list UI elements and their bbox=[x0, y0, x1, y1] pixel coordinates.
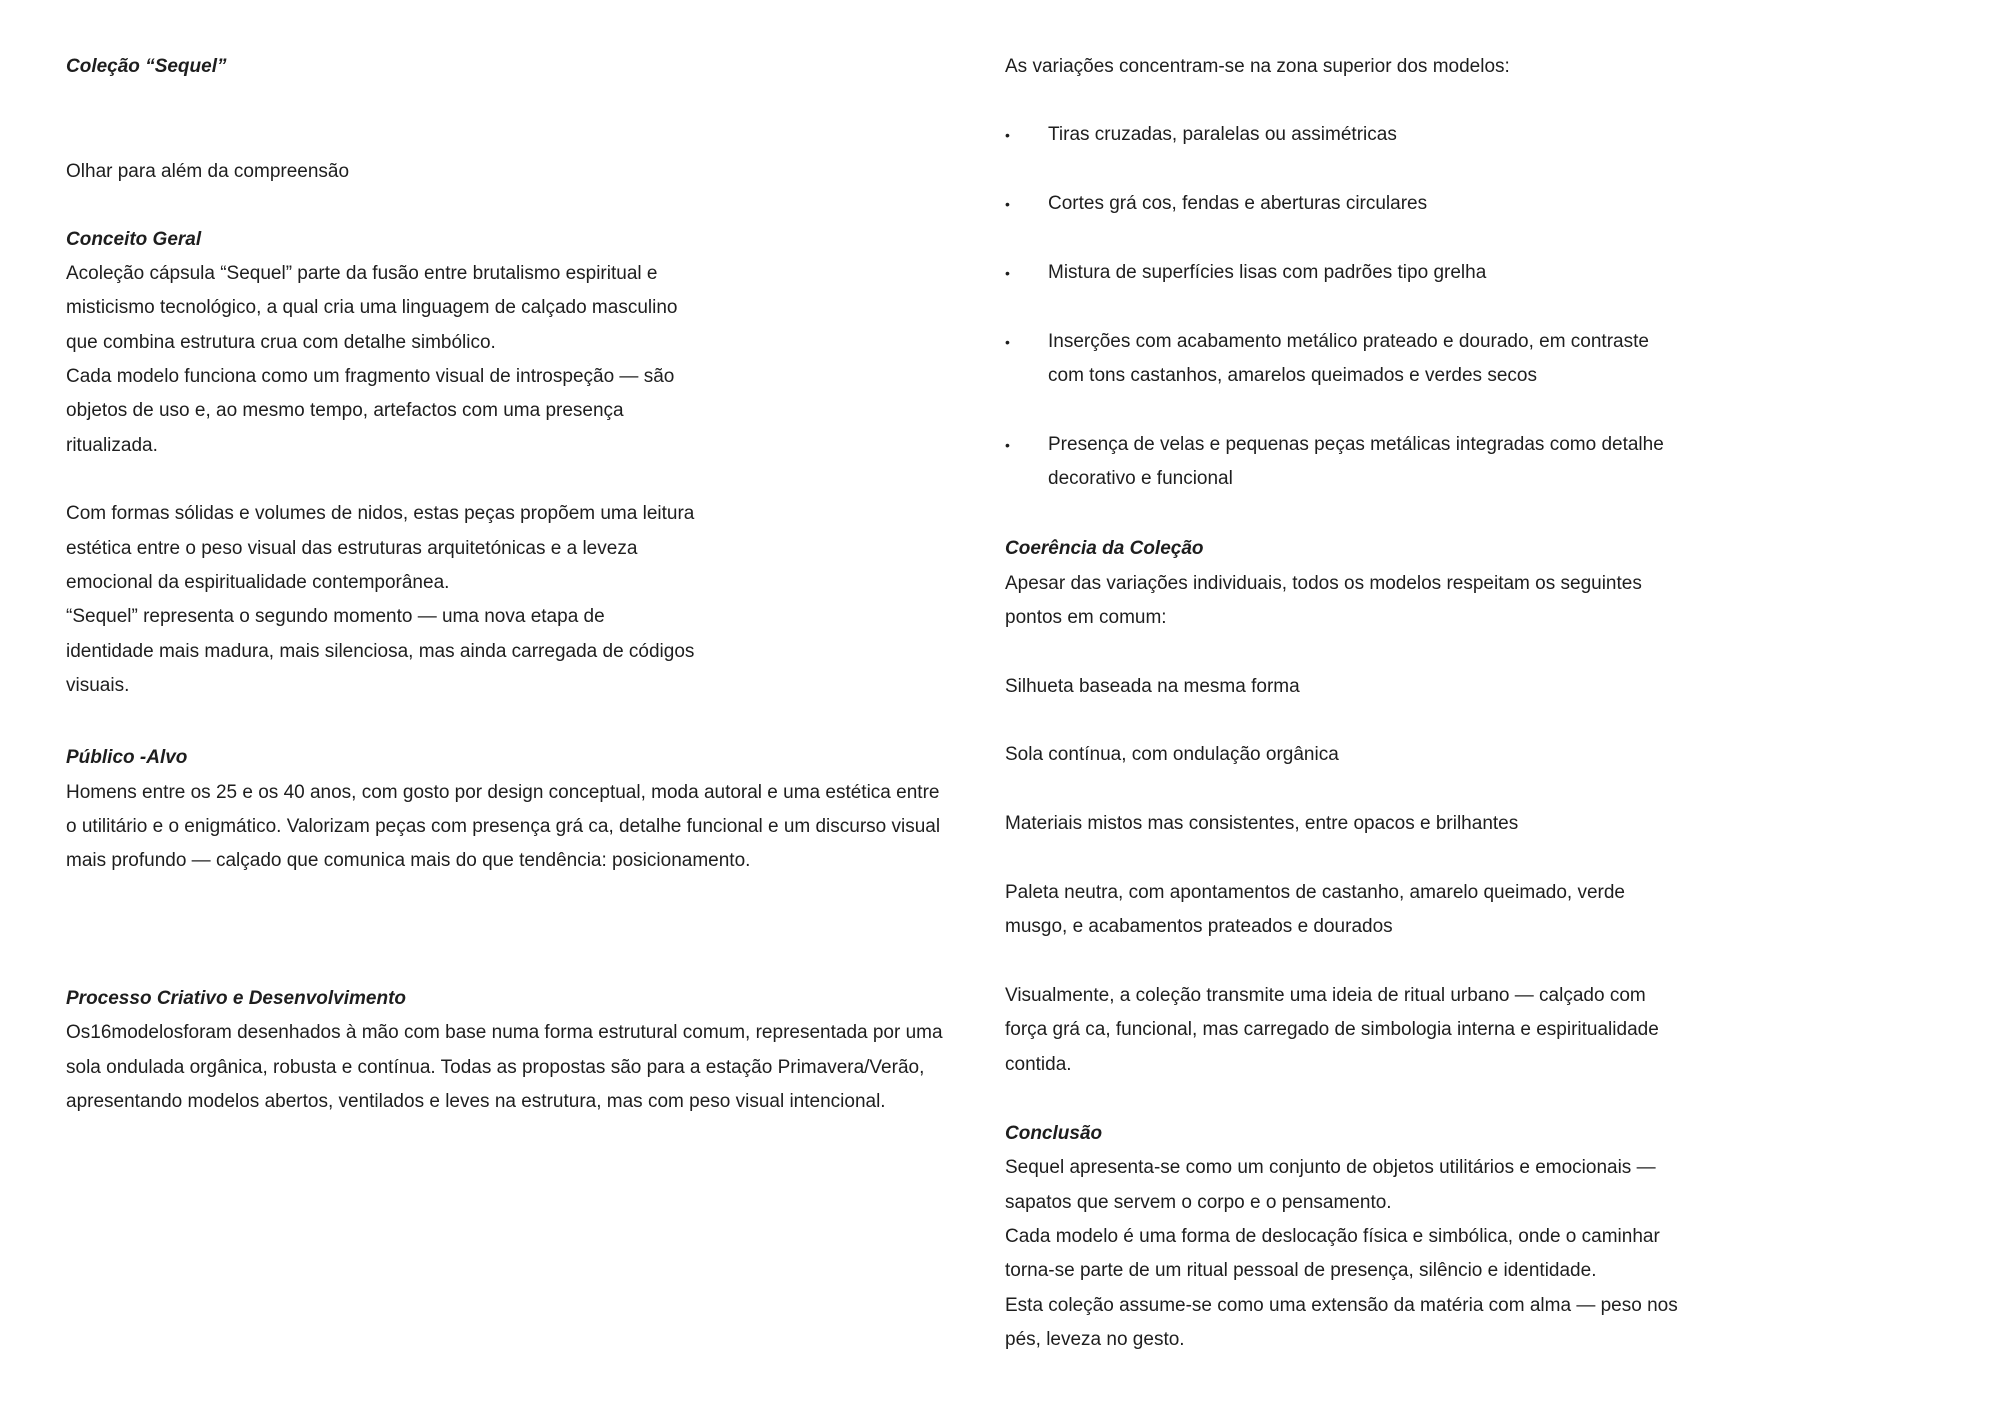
concept-line: Com formas sólidas e volumes de nidos, estas peças propõem uma leitura bbox=[66, 503, 695, 524]
coherence-point: Silhueta baseada na mesma forma bbox=[1005, 676, 1300, 697]
conclusion-line: Sequel apresenta-se como um conjunto de objetos utilitários e emocionais — bbox=[1005, 1157, 1656, 1178]
audience-heading: Público -Alvo bbox=[66, 747, 188, 768]
bullet-text: Tiras cruzadas, paralelas ou assimétricas bbox=[1048, 124, 1397, 145]
process-line: Os16modelosforam desenhados à mão com base numa forma estrutural comum, representada por uma bbox=[66, 1022, 943, 1043]
process-line: sola ondulada orgânica, robusta e contínua. Todas as propostas são para a estação Primavera/Verão, bbox=[66, 1057, 925, 1078]
bullet-icon: • bbox=[1005, 437, 1010, 453]
bullet-item bbox=[1005, 325, 1705, 393]
concept-line: objetos de uso e, ao mesmo tempo, artefactos com uma presença bbox=[66, 400, 624, 421]
bullet-item bbox=[1005, 428, 1705, 496]
conclusion-line: Esta coleção assume-se como uma extensão da matéria com alma — peso nos bbox=[1005, 1295, 1678, 1316]
process-heading: Processo Criativo e Desenvolvimento bbox=[66, 988, 407, 1009]
subtitle: Olhar para além da compreensão bbox=[66, 161, 350, 182]
concept-heading: Conceito Geral bbox=[66, 229, 202, 250]
coherence-intro: Apesar das variações individuais, todos os modelos respeitam os seguintes bbox=[1005, 573, 1642, 594]
concept-line: misticismo tecnológico, a qual cria uma linguagem de calçado masculino bbox=[66, 297, 678, 318]
bullet-icon: • bbox=[1005, 265, 1010, 281]
process-line: apresentando modelos abertos, ventilados e leves na estrutura, mas com peso visual intencional. bbox=[66, 1091, 886, 1112]
bullet-item bbox=[1005, 256, 1705, 290]
coherence-intro: pontos em comum: bbox=[1005, 607, 1167, 628]
bullet-text: Cortes grá cos, fendas e aberturas circulares bbox=[1048, 193, 1428, 214]
concept-line: emocional da espiritualidade contemporânea. bbox=[66, 572, 450, 593]
conclusion-heading: Conclusão bbox=[1005, 1123, 1103, 1144]
coherence-point: contida. bbox=[1005, 1054, 1072, 1075]
conclusion-line: sapatos que servem o corpo e o pensamento. bbox=[1005, 1192, 1392, 1213]
bullet-icon: • bbox=[1005, 196, 1010, 212]
bullet-item bbox=[1005, 118, 1705, 152]
coherence-point: Paleta neutra, com apontamentos de castanho, amarelo queimado, verde bbox=[1005, 882, 1625, 903]
concept-line: identidade mais madura, mais silenciosa, mas ainda carregada de códigos bbox=[66, 641, 695, 662]
conclusion-line: Cada modelo é uma forma de deslocação física e simbólica, onde o caminhar bbox=[1005, 1226, 1660, 1247]
audience-line: mais profundo — calçado que comunica mais do que tendência: posicionamento. bbox=[66, 850, 751, 871]
bullet-text: Mistura de superfícies lisas com padrões tipo grelha bbox=[1048, 262, 1487, 283]
concept-line: ritualizada. bbox=[66, 435, 158, 456]
concept-line: visuais. bbox=[66, 675, 130, 696]
conclusion-line: torna-se parte de um ritual pessoal de presença, silêncio e identidade. bbox=[1005, 1260, 1597, 1281]
bullet-icon: • bbox=[1005, 127, 1010, 143]
bullet-text: decorativo e funcional bbox=[1048, 468, 1233, 489]
audience-line: o utilitário e o enigmático. Valorizam peças com presença grá ca, detalhe funcional e um discurso visual bbox=[66, 816, 941, 837]
concept-line: “Sequel” representa o segundo momento — uma nova etapa de bbox=[66, 606, 605, 627]
concept-line: Acoleção cápsula “Sequel” parte da fusão entre brutalismo espiritual e bbox=[66, 263, 658, 284]
coherence-point: força grá ca, funcional, mas carregado de simbologia interna e espiritualidade bbox=[1005, 1019, 1659, 1040]
concept-line: Cada modelo funciona como um fragmento visual de introspeção — são bbox=[66, 366, 675, 387]
document-title: Coleção “Sequel” bbox=[66, 56, 227, 77]
bullet-text: Inserções com acabamento metálico prateado e dourado, em contraste bbox=[1048, 331, 1649, 352]
coherence-point: Sola contínua, com ondulação orgânica bbox=[1005, 744, 1339, 765]
concept-line: estética entre o peso visual das estruturas arquitetónicas e a leveza bbox=[66, 538, 638, 559]
bullet-icon: • bbox=[1005, 334, 1010, 350]
audience-line: Homens entre os 25 e os 40 anos, com gosto por design conceptual, moda autoral e uma estética entre bbox=[66, 782, 940, 803]
coherence-point: Materiais mistos mas consistentes, entre opacos e brilhantes bbox=[1005, 813, 1519, 834]
concept-line: que combina estrutura crua com detalhe simbólico. bbox=[66, 332, 496, 353]
bullet-item bbox=[1005, 187, 1705, 221]
variations-intro: As variações concentram-se na zona superior dos modelos: bbox=[1005, 56, 1510, 77]
bullet-text: com tons castanhos, amarelos queimados e verdes secos bbox=[1048, 365, 1537, 386]
coherence-heading: Coerência da Coleção bbox=[1005, 538, 1204, 559]
conclusion-line: pés, leveza no gesto. bbox=[1005, 1329, 1185, 1350]
coherence-point: Visualmente, a coleção transmite uma ideia de ritual urbano — calçado com bbox=[1005, 985, 1646, 1006]
coherence-point: musgo, e acabamentos prateados e dourados bbox=[1005, 916, 1393, 937]
bullet-text: Presença de velas e pequenas peças metálicas integradas como detalhe bbox=[1048, 434, 1664, 455]
